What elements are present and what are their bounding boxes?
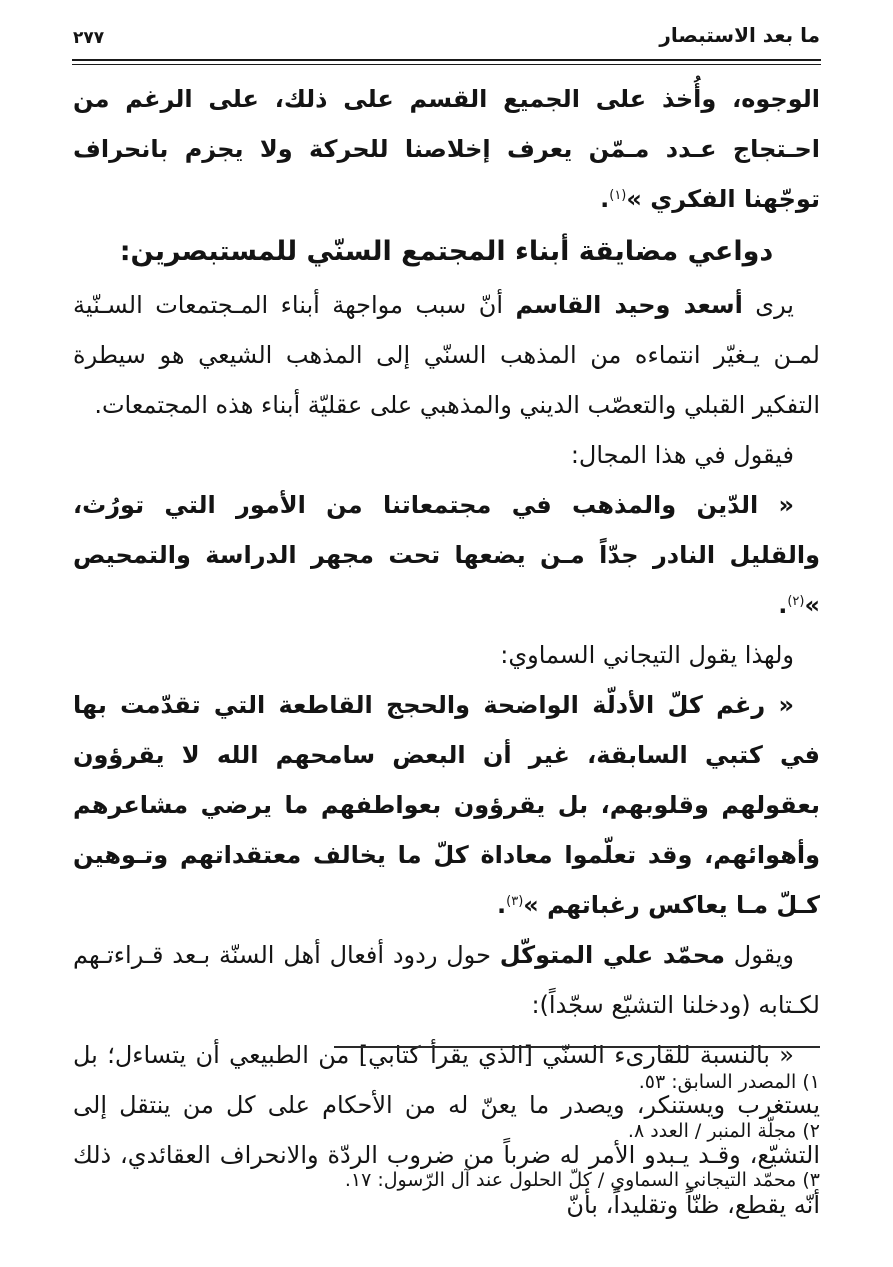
sentence-end: . [600, 185, 610, 213]
quote-text: الوجوه، وأُخذ على الجميع القسم على ذلك، على الرغم من احـتجاج عـدد مـمّن يعرف إخلاصنا للحركة ولا يجزم بانحراف توجّهنا الفكري » [73, 85, 820, 213]
book-title: ما بعد الاستبصار [659, 23, 820, 47]
section-heading: دواعي مضايقة أبناء المجتمع السنّي للمستبصرين: [119, 236, 774, 267]
footnote-item-2: ٢) مجلّة المنبر / العدد ٨. [627, 1120, 820, 1142]
sentence-end: . [778, 591, 788, 619]
footnote-ref-1: (١) [609, 188, 627, 203]
author-name-muhammad-ali-almutawakkil: محمّد علي المتوكّل [499, 941, 725, 969]
footnote-area [73, 1046, 820, 1205]
header-double-rule [72, 59, 821, 65]
quote-text: « رغم كلّ الأدلّة الواضحة والحجج القاطعة التي تقدّمت بها في كتبي السابقة، غير أن البعض سامحهم الله لا يقرؤون بعقولهم وقلوبهم، بل يقرؤون بعواطفهم ما يرضي مشاعرهم وأهوائهم، وقد تعلّموا معاداة كلّ ما يخالف معتقداتهم وتـوهين كـلّ مـا يعاكس رغباتهم » [73, 691, 820, 919]
footnote-item-1: ١) المصدر السابق: ٥٣. [638, 1071, 820, 1093]
page-number: ٢٧٧ [73, 28, 105, 48]
footnote-ref-3: (٣) [506, 894, 524, 909]
footnote-item-3: ٣) محمّد التيجاني السماوي / كلّ الحلول عند آل الرّسول: ١٧. [344, 1169, 820, 1191]
lead-text: يرى [742, 291, 794, 319]
quote-continuation-paragraph [73, 74, 820, 224]
footnote-separator-rule [334, 1046, 820, 1048]
quote-paragraph-din-madhhab [73, 480, 820, 630]
quote-paragraph-mutawakkil: « بالنسبة للقارىء السنّي [الذي يقرأ كتابي] من الطبيعي أن يتساءل؛ بل يستغرب ويستنكر، ويصدر ما يعنّ له من الأحكام على كل من ينتقل إلى التشيّع، وقـد يـبدو الأمر له ضرباً من ضروب الردّة والانحراف العقائدي، ذلك أنّه يقطع، ظنّاً وتقليداً، بأنّ [73, 1041, 820, 1219]
quote-paragraph-tijani [73, 680, 820, 930]
lead-text: ويقول [724, 941, 795, 969]
intro-line: فيقول في هذا المجال: [570, 441, 794, 469]
author-name-asaad-wahid-alqasim: أسعد وحيد القاسم [515, 291, 743, 319]
sentence-end: . [497, 891, 507, 919]
rest-text: حول ردود أفعال أهل السنّة بـعد قـراءتـهم لكـتابه (ودخلنا التشيّع سجّداً): [73, 941, 820, 1019]
intro-line-tijani: ولهذا يقول التيجاني السماوي: [500, 641, 794, 669]
rest-text: أنّ سبب مواجهة أبناء المـجتمعات السـنّية لمـن يـغيّر انتماءه من المذهب السنّي إلى المذهب الشيعي هو سيطرة التفكير القبلي والتعصّب الديني والمذهبي على عقليّة أبناء هذه المجتمعات. [73, 291, 820, 419]
footnote-ref-2: (٢) [787, 594, 805, 609]
quote-text: « الدّين والمذهب في مجتمعاتنا من الأمور التي تورُث، والقليل النادر جدّاً مـن يضعها تحت مجهر الدراسة والتمحيص » [73, 491, 820, 619]
paragraph-mutawakkil [73, 930, 820, 1030]
paragraph-asaad-qasim [73, 280, 820, 430]
page-header [73, 22, 820, 48]
